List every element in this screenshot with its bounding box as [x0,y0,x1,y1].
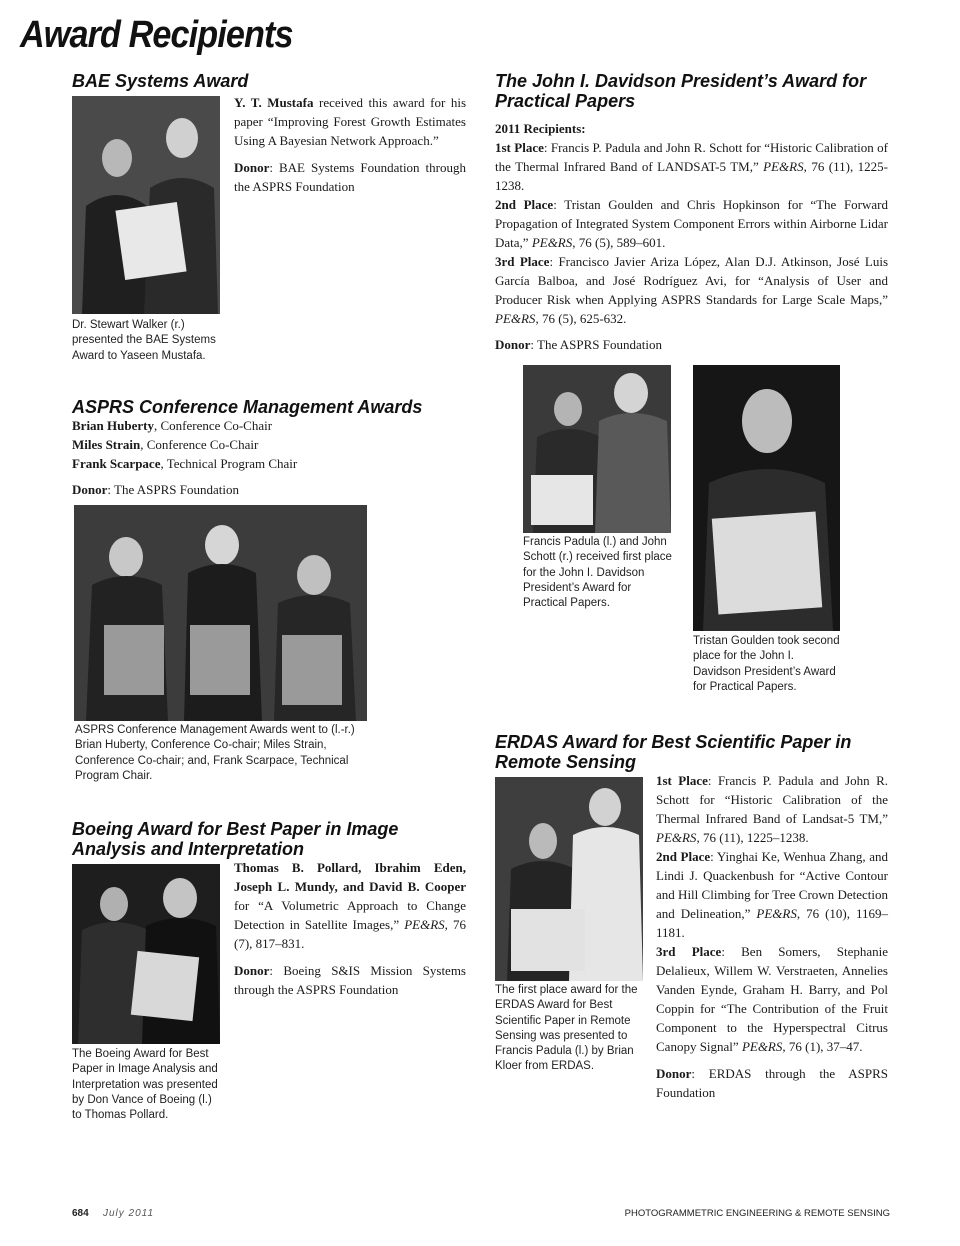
bae-donor-label: Donor [234,160,270,175]
entry-text: : Tristan Goulden and Chris Hopkinson for “The Forward Propagation of Integrated System Component Errors within Airborne Lidar Data,” [495,197,888,250]
bae-photo [72,96,220,314]
conf-person [72,435,472,454]
entry-text: : Francis P. Padula and John R. Schott for “Historic Calibration of the Thermal Infrared Band of Landsat-5 TM,” [656,773,888,826]
entry-text: : Francisco Javier Ariza López, Alan D.J. Atkinson, José Luis García Balboa, and José Rodríguez Avi, for “Analysis of User and Producer Risk when Applying ASPRS Standards for Large Scale Maps,” [495,254,889,307]
conf-person-name: Miles Strain [72,437,141,452]
entry-place: 3rd Place [656,944,722,959]
entry-place: 3rd Place [495,254,550,269]
entry-place: 2nd Place [656,849,711,864]
entry-citation: , 76 (1), 37–47. [782,1039,863,1054]
conf-person-name: Brian Huberty [72,418,154,433]
erdas-entry [656,942,888,1056]
erdas-entry [656,771,888,847]
erdas-donor-label: Donor [656,1066,692,1081]
entry-citation: , 76 (11), 1225-1238. [495,159,888,193]
boeing-journal: PE&RS [404,917,445,932]
boeing-text2: , 76 (7), 817–831. [234,917,467,951]
boeing-body [234,858,466,999]
erdas-photo [495,777,643,981]
davidson-photo-2 [693,365,840,631]
conf-caption: ASPRS Conference Management Awards went to (l.-r.) Brian Huberty, Conference Co-chair; Miles Strain, Conference Co-chair; and, Frank Scarpace, Technical Program Chair. [75,724,355,782]
davidson-photo-1 [523,365,671,533]
conf-donor-text: : The ASPRS Foundation [107,482,239,497]
entry-citation: , 76 (5), 625-632. [535,311,627,326]
entry-text: : Yinghai Ke, Wenhua Zhang, and Lindi J. Quackenbush for “Active Contour and Hill Climbing for Tree Crown Detection and Delineation,” [656,849,888,921]
entry-place: 2nd Place [495,197,554,212]
entry-place: 1st Place [656,773,708,788]
erdas-body [656,771,888,1102]
davidson-subheading: 2011 Recipients: [495,121,586,136]
issue-date: July 2011 [103,1208,155,1219]
erdas-heading: ERDAS Award for Best Scientific Paper in Remote Sensing [495,732,852,772]
davidson-entry [495,138,888,195]
entry-citation: , 76 (10), 1169–1181. [656,906,888,940]
davidson-caption-2: Tristan Goulden took second place for the John I. Davidson President’s Award for Practical Papers. [693,635,840,693]
conf-body [72,416,472,499]
davidson-donor-text: : The ASPRS Foundation [530,337,662,352]
conf-person [72,416,472,435]
davidson-caption-1: Francis Padula (l.) and John Schott (r.) received first place for the John I. Davidson President’s Award for Practical Papers. [523,536,672,610]
bae-body [234,93,466,196]
davidson-entry [495,195,888,252]
conf-photo [74,505,367,721]
journal-name: PHOTOGRAMMETRIC ENGINEERING & REMOTE SENSING [624,1208,890,1219]
entry-journal: PE&RS [756,906,797,921]
bae-heading: BAE Systems Award [72,71,249,91]
conf-person-role: , Technical Program Chair [160,456,298,471]
entry-journal: PE&RS [656,830,697,845]
conf-person-role: , Conference Co-Chair [153,418,273,433]
davidson-body [495,119,888,354]
davidson-donor-label: Donor [495,337,531,352]
boeing-caption: The Boeing Award for Best Paper in Image Analysis and Interpretation was presented by Don Vance of Boeing (l.) to Thomas Pollard. [72,1048,218,1122]
entry-citation: , 76 (11), 1225–1238. [696,830,809,845]
boeing-donor-label: Donor [234,963,270,978]
bae-caption: Dr. Stewart Walker (r.) presented the BAE Systems Award to Yaseen Mustafa. [72,319,216,362]
erdas-caption: The first place award for the ERDAS Award for Best Scientific Paper in Remote Sensing was presented to Francis Padula (l.) by Brian Kloer from ERDAS. [495,984,638,1073]
bae-donor-text: : BAE Systems Foundation through the ASPRS Foundation [234,160,466,194]
entry-journal: PE&RS [531,235,573,250]
entry-citation: , 76 (5), 589–601. [572,235,666,250]
bae-recipient: Y. T. Mustafa [234,95,314,110]
boeing-donor-text: : Boeing S&IS Mission Systems through the ASPRS Foundation [234,963,466,997]
page-number: 684 [72,1208,89,1219]
conf-donor-label: Donor [72,482,108,497]
davidson-heading: The John I. Davidson President’s Award for Practical Papers [495,71,867,111]
boeing-photo [72,864,220,1044]
page-title: Award Recipients [20,14,293,56]
davidson-entry [495,252,888,328]
erdas-donor-text: : ERDAS through the ASPRS Foundation [656,1066,888,1100]
conf-person-role: , Conference Co-Chair [140,437,259,452]
entry-place: 1st Place [495,140,544,155]
entry-journal: PE&RS [763,159,804,174]
entry-text: : Ben Somers, Stephanie Delalieux, Willem W. Verstraeten, Annelies Vanden Eynde, Graham H. Barry, and Pol Coppin for “The Contribution of the Fruit Component to the Hyperspectral Citrus Canopy Signal” [656,944,888,1054]
boeing-text1: for “A Volumetric Approach to Change Detection in Satellite Images,” [234,898,466,932]
conf-person [72,454,472,473]
entry-text: : Francis P. Padula and John R. Schott for “Historic Calibration of the Thermal Infrared Band of LANDSAT-5 TM,” [495,140,889,174]
boeing-heading: Boeing Award for Best Paper in Image Analysis and Interpretation [72,819,399,859]
boeing-authors: Thomas B. Pollard, Ibrahim Eden, Joseph L. Mundy, and David B. Cooper [234,860,466,894]
entry-journal: PE&RS [495,311,536,326]
entry-journal: PE&RS [741,1039,783,1054]
conf-person-name: Frank Scarpace [72,456,161,471]
conf-heading: ASPRS Conference Management Awards [72,397,423,417]
bae-text: received this award for his paper “Improving Forest Growth Estimates Using A Bayesian Network Approach.” [234,95,466,148]
erdas-entry [656,847,888,942]
